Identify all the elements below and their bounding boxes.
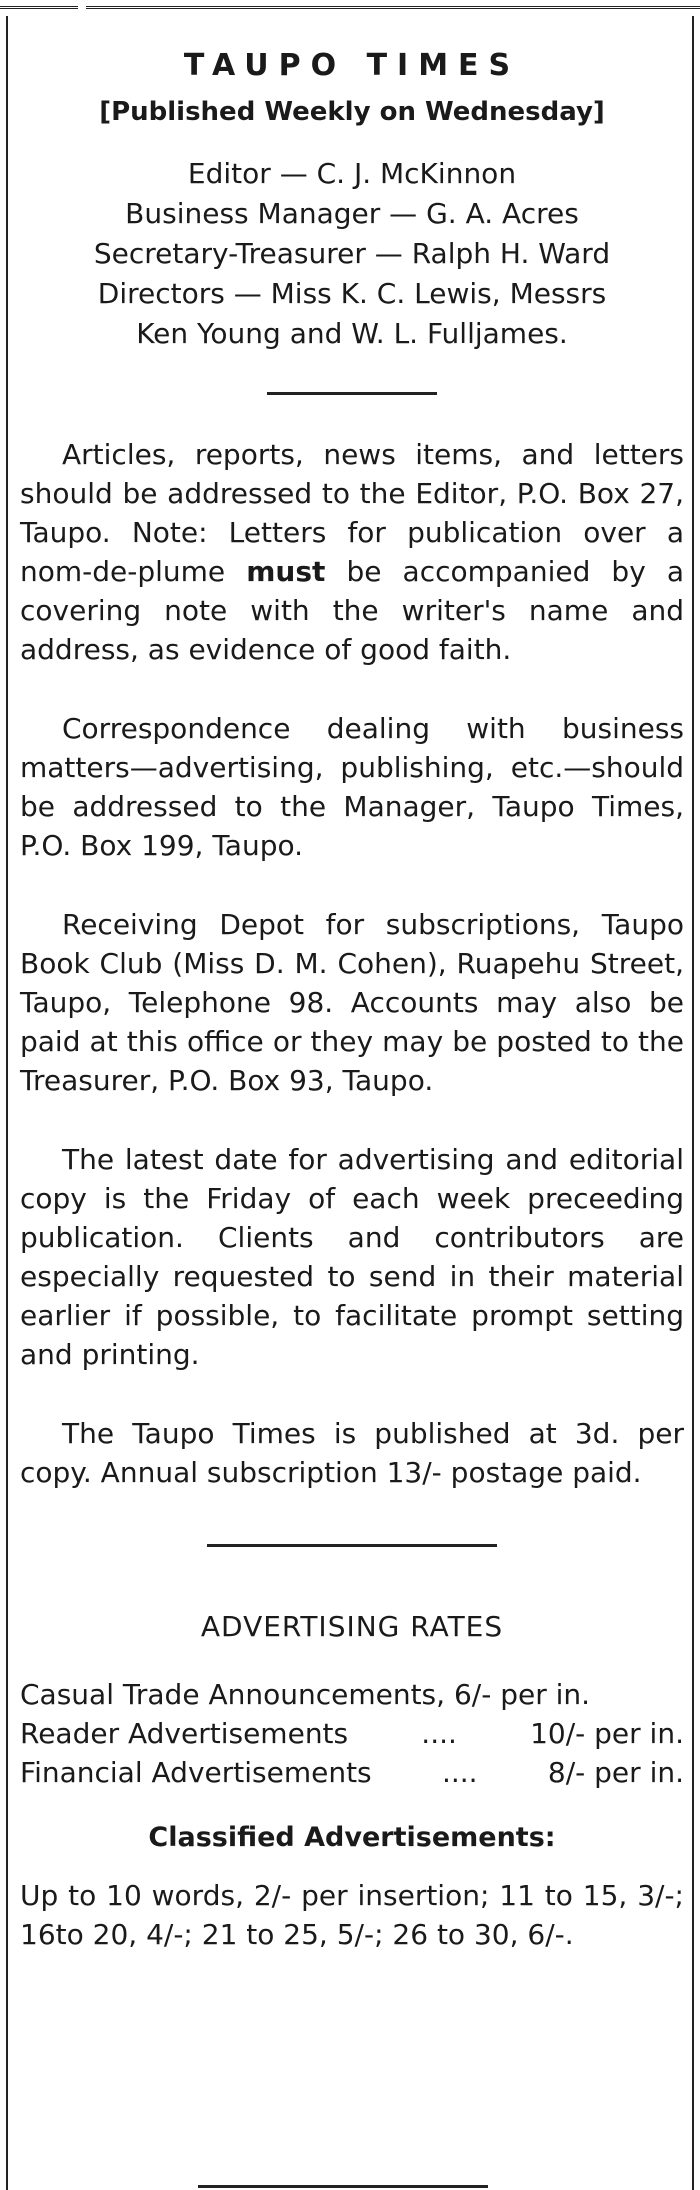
rate-casual-text: Casual Trade Announcements, 6/- per in. [20,1678,591,1711]
articles-text-end: be accompanied by a covering note with the writer's name and address, as evidence of good faith. [20,555,684,666]
articles-paragraph [20,435,684,669]
staff-editor: Editor — C. J. McKinnon [187,157,517,190]
staff-directors-continued: Ken Young and W. L. Fulljames. [136,317,568,350]
rate-reader-label: Reader Advertisements [20,1717,349,1750]
staff-list [20,154,684,354]
price-paragraph: The Taupo Times is published at 3d. per copy. Annual subscription 13/- postage paid. [20,1417,684,1489]
masthead-subtitle: [Published Weekly on Wednesday] [99,97,605,127]
rate-financial-leader: .... [441,1756,478,1789]
rate-reader-value: 10/- per in. [530,1717,684,1750]
receiving-depot-paragraph: Receiving Depot for subscriptions, Taupo Book Club (Miss D. M. Cohen), Ruapehu Street, Taupo, Telephone 98. Accounts may also be paid at this office or they may be posted to the Treasurer, P.O. Box 93, Taupo. [20,908,684,1097]
notice-column [6,16,694,2190]
articles-text-start: Articles, reports, news items, and letters should be addressed to the Editor, P.O. Box 27, Taupo. Note: Letters for publication over a nom-de-plume [20,438,684,588]
classified-title: Classified Advertisements: [148,1822,556,1853]
rate-financial-value: 8/- per in. [547,1756,684,1789]
rate-financial [20,1753,684,1792]
rate-financial-label: Financial Advertisements [20,1756,372,1789]
articles-text-emphasis: must [246,555,326,588]
staff-business-manager: Business Manager — G. A. Acres [125,197,579,230]
bottom-divider [198,2185,488,2188]
rate-casual [20,1675,684,1714]
top-double-rule-left [0,0,78,9]
deadline-paragraph: The latest date for advertising and editorial copy is the Friday of each week preceeding publication. Clients and contributors are especially requested to send in their material earlier if possible, to facilitate prompt setting and printing. [20,1143,684,1371]
correspondence-paragraph: Correspondence dealing with business matters—advertising, publishing, etc.—should be addressed to the Manager, Taupo Times, P.O. Box 199, Taupo. [20,712,684,862]
staff-directors: Directors — Miss K. C. Lewis, Messrs [97,277,607,310]
classified-rates: Up to 10 words, 2/- per insertion; 11 to 15, 3/-; 16to 20, 4/-; 21 to 25, 5/-; 26 to 30, 6/-. [20,1879,684,1951]
rate-reader-leader: .... [421,1717,457,1750]
advertising-divider [207,1544,497,1547]
masthead-title: TAUPO TIMES [183,48,521,83]
top-double-rule-right [86,0,700,9]
staff-secretary-treasurer: Secretary-Treasurer — Ralph H. Ward [93,237,611,270]
rate-reader [20,1714,684,1753]
advertising-rates-title: ADVERTISING RATES [200,1610,504,1643]
section-divider [267,392,437,395]
